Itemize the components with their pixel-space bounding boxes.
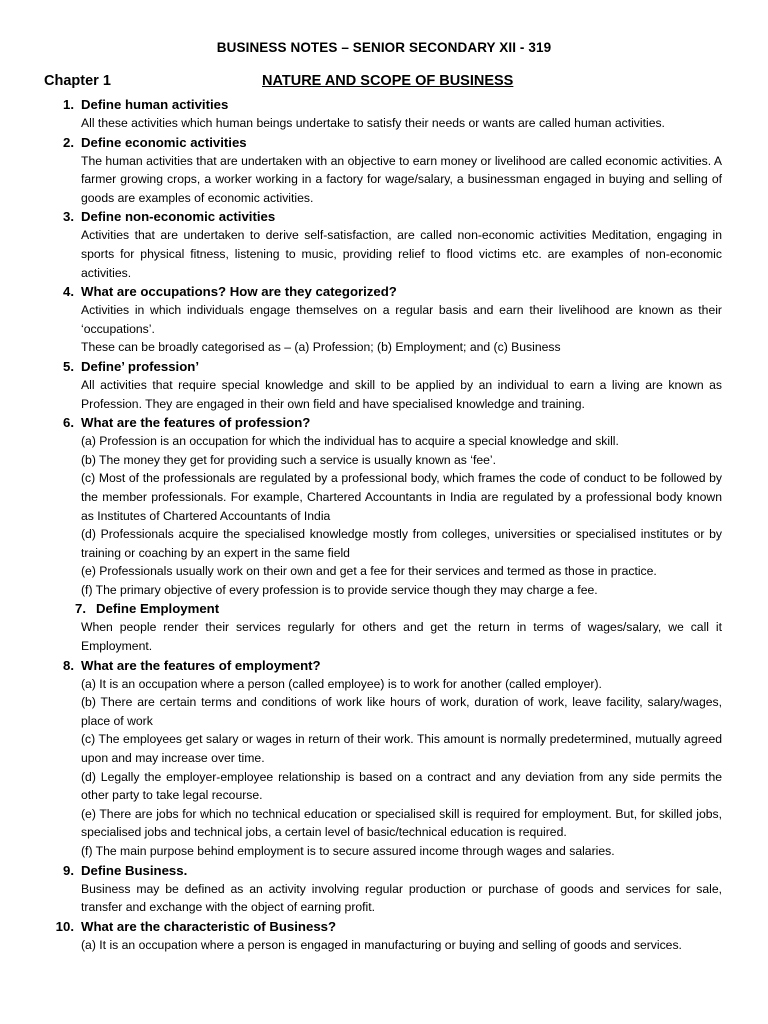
question-text: Define non-economic activities: [81, 209, 276, 225]
answer-paragraph: (e) There are jobs for which no technical education or specialised skill is required for employment. But, for skilled jobs, specialised jobs and technical jobs, a certain level of basic/technical education is required.: [81, 806, 722, 840]
question-number: 7.: [75, 601, 86, 617]
question-text: What are the features of employment?: [81, 657, 321, 673]
answer-paragraph: (e) Professionals usually work on their own and get a fee for their services and termed as those in practice.: [81, 564, 657, 579]
question-heading: [48, 95, 722, 114]
question-heading: [48, 357, 722, 376]
answer-paragraph: (f) The primary objective of every profession is to provide service though they may charge a fee.: [81, 582, 598, 597]
answer-paragraph: (b) There are certain terms and conditions of work like hours of work, duration of work, leave facility, salary/wages, place of work: [81, 695, 722, 728]
question-heading: [48, 599, 722, 618]
question-number: 4.: [63, 284, 74, 300]
question-text: Define’ profession’: [81, 358, 199, 374]
answer-paragraph: All activities that require special knowledge and skill to be applied by an individual to earn a living are known as Profession. They are engaged in their own field and have specialised knowledge and training.: [81, 377, 722, 411]
answer-paragraph: (d) Professionals acquire the specialised knowledge mostly from colleges, universities or specialised institutes or by training or coaching by an expert in the same field: [81, 527, 722, 560]
answer-paragraph: (a) It is an occupation where a person is engaged in manufacturing or buying and selling of goods and services.: [81, 937, 682, 952]
question-heading: [48, 861, 722, 880]
question-number: 1.: [63, 97, 74, 112]
question-text: What are the characteristic of Business?: [81, 918, 337, 934]
chapter-heading: [44, 73, 724, 93]
question-heading: [48, 207, 722, 226]
question-number: 8.: [63, 657, 74, 673]
question-heading: [48, 413, 722, 432]
document-content: [48, 95, 722, 954]
answer-paragraph: All these activities which human beings undertake to satisfy their needs or wants are called human activities.: [81, 116, 665, 130]
answer-paragraph: (a) It is an occupation where a person (called employee) is to work for another (called employer).: [81, 676, 602, 691]
answer-paragraph: (d) Legally the employer-employee relationship is based on a contract and any deviation from any side permits the other party to take legal recourse.: [81, 769, 722, 803]
question-number: 10.: [55, 918, 74, 934]
answer-paragraph: Activities that are undertaken to derive self-satisfaction, are called non-economic activities Meditation, engaging in sports for physical fitness, listening to music, providing relief to flood victims etc. are examples of non-economic activities.: [81, 228, 722, 280]
question-text: Define human activities: [81, 97, 229, 112]
question-number: 3.: [63, 209, 74, 225]
question-heading: [48, 133, 722, 152]
document-header: BUSINESS NOTES – SENIOR SECONDARY XII - 319: [216, 40, 552, 55]
question-number: 2.: [63, 134, 74, 150]
question-text: Define economic activities: [81, 134, 247, 150]
answer-paragraph: These can be broadly categorised as – (a) Profession; (b) Employment; and (c) Business: [81, 340, 561, 355]
answer-paragraph: (f) The main purpose behind employment is to secure assured income through wages and salaries.: [81, 844, 615, 858]
question-number: 6.: [63, 415, 74, 431]
answer-paragraph: Business may be defined as an activity involving regular production or purchase of goods and services for sale, transfer and exchange with the object of earning profit.: [81, 881, 722, 915]
question-heading: [48, 917, 722, 936]
question-heading: [48, 656, 722, 675]
answer-paragraph: When people render their services regularly for others and get the return in terms of wages/salary, we call it Employment.: [81, 620, 722, 654]
answer-paragraph: (c) The employees get salary or wages in return of their work. This amount is normally predetermined, mutually agreed upon and may increase over time.: [81, 732, 722, 766]
question-text: What are the features of profession?: [81, 415, 311, 431]
chapter-label: Chapter 1: [44, 73, 111, 89]
chapter-title: NATURE AND SCOPE OF BUSINESS: [262, 73, 514, 89]
answer-paragraph: (b) The money they get for providing such a service is usually known as ‘fee’.: [81, 452, 497, 467]
answer-paragraph: (a) Profession is an occupation for which the individual has to acquire a special knowledge and skill.: [81, 434, 619, 449]
question-number: 9.: [63, 862, 74, 878]
question-text: Define Employment: [96, 601, 220, 617]
answer-paragraph: (c) Most of the professionals are regulated by a professional body, which frames the code of conduct to be followed by the member professionals. For example, Chartered Accountants in India are regulated by a professional body known as Institutes of Chartered Accountants of India: [81, 471, 722, 523]
answer-paragraph: Activities in which individuals engage themselves on a regular basis and earn their livelihood are known as their ‘occupations’.: [81, 303, 722, 336]
question-text: What are occupations? How are they categorized?: [81, 284, 397, 300]
question-number: 5.: [63, 358, 74, 374]
answer-paragraph: The human activities that are undertaken with an objective to earn money or livelihood are called economic activities. A farmer growing crops, a worker working in a factory for wage/salary, a businessman engaged in buying and selling of goods are examples of economic activities.: [81, 153, 722, 205]
question-text: Define Business.: [81, 862, 188, 878]
question-heading: [48, 282, 722, 301]
